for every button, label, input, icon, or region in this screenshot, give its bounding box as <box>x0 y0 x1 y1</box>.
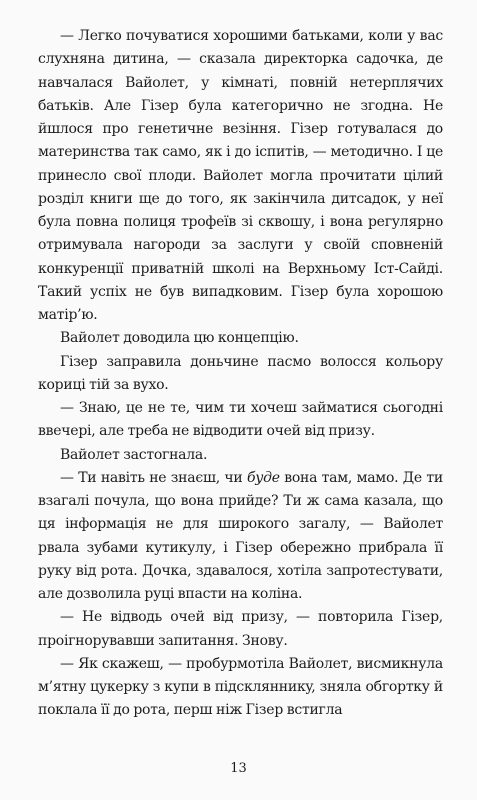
paragraph-8: — Як скажеш, — пробурмотіла Вайолет, висмикнула м’ятну цукерку з купи в підсклянникy, зняла обгортку й поклала її до рота, перш ніж Гізер встигла <box>38 655 443 719</box>
paragraph-5: Вайолет застогнала. <box>60 446 208 463</box>
page-number: 13 <box>230 761 247 776</box>
paragraph-6-end: вона там, мамо. Де ти взагалі почула, що вона прийде? Ти ж сама казала, що ця інформація не для широкого загалу, — Вайолет рвала зубами кутикулу, і Гізер обережно прибрала її руку від рота. Дочка, здавалося, хотіла запротестувати, але дозволила руці впасти на коліна. <box>38 469 443 602</box>
paragraph-6-start: — Ти навіть не знаєш, чи <box>60 469 247 486</box>
paragraph-2: Вайолет доводила цю концепцію. <box>60 330 299 347</box>
paragraph-7: — Не відводь очей від призу, — повторила Гізер, проігнорувавши запитання. Знову. <box>38 609 443 649</box>
body-text <box>38 25 443 723</box>
paragraph-4: — Знаю, це не те, чим ти хочеш займатися сьогодні ввечері, але треба не відводити очей від призу. <box>38 400 443 440</box>
paragraph-3: Гізер заправила доньчине пасмо волосся кольору кориці тій за вухо. <box>38 353 443 393</box>
paragraph-1: — Легко почуватися хорошими батьками, коли у вас слухняна дитина, — сказала директорка садочка, де навчалася Вайолет, у кімнаті, повній нетерплячих батьків. Але Гізер була категорично не згодна. Не йшлося про генетичне везіння. Гізер готувалася до материнства так само, як і до іспитів, — методично. І це принесло свої плоди. Вайолет могла прочитати цілий розділ книги ще до того, як закінчила дитсадок, у неї була повна полиця трофеїв зі сквошу, і вона регулярно отримувала нагороди за заслуги у своїй сповненій конкуренції приватній школі на Верхньому Іст-Сайді. Такий успіх не був випадковим. Гізер була хорошою матір’ю. <box>38 28 443 323</box>
paragraph-6 <box>38 467 443 607</box>
emphasis-word: буде <box>246 469 280 486</box>
